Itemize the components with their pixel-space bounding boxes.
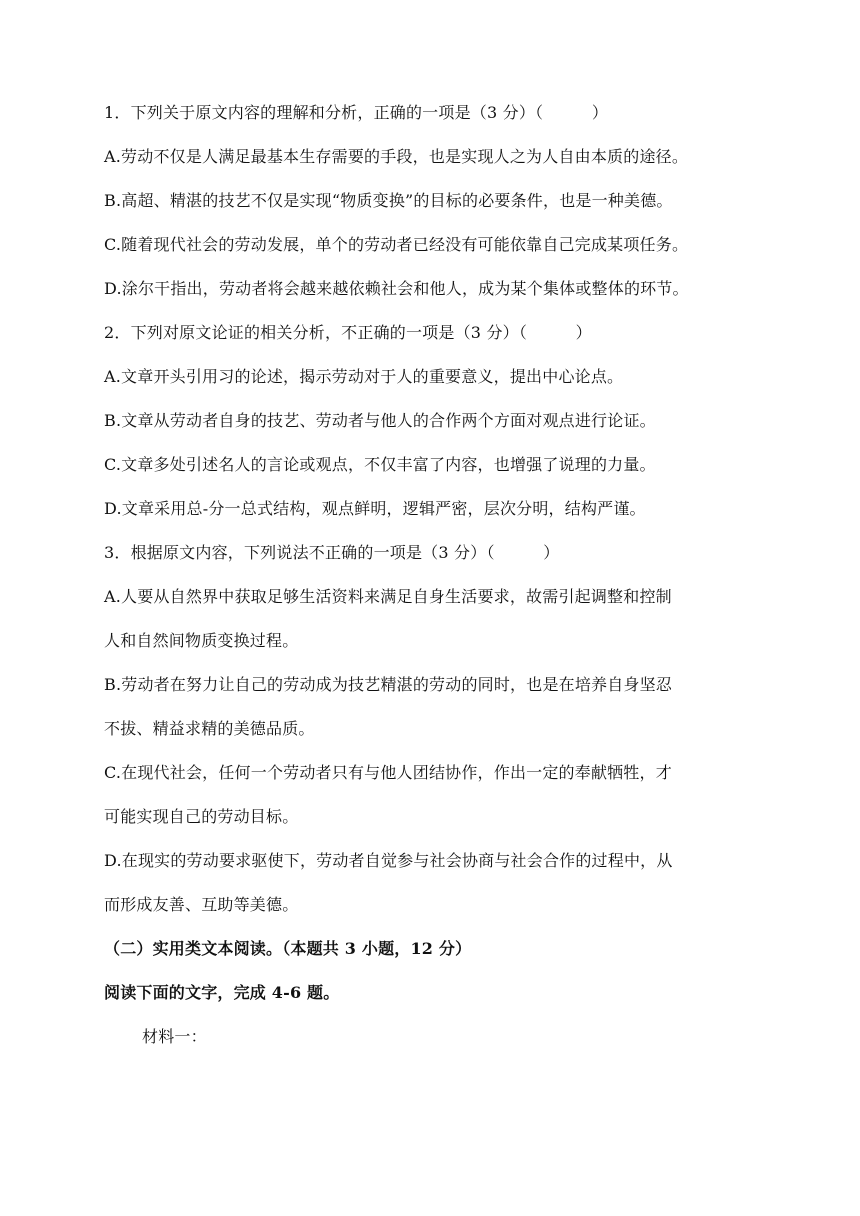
q2-option-c: C.文章多处引述名人的言论或观点，不仅丰富了内容，也增强了说理的力量。: [104, 455, 656, 474]
section-title: （二）实用类文本阅读。（本题共 3 小题，12 分）: [104, 939, 472, 958]
exam-page: [104, 103, 764, 1047]
q1-option-d: D.涂尔干指出，劳动者将会越来越依赖社会和他人，成为某个集体或整体的环节。: [104, 279, 689, 298]
q3-option-c-line2: 可能实现自己的劳动目标。: [104, 807, 299, 826]
q2-option-b: B.文章从劳动者自身的技艺、劳动者与他人的合作两个方面对观点进行论证。: [104, 411, 656, 430]
q3-option-b-line2: 不拔、精益求精的美德品质。: [104, 719, 315, 738]
q3-option-c-line1: C.在现代社会，任何一个劳动者只有与他人团结协作，作出一定的奉献牺牲，才: [104, 763, 672, 782]
q3-stem: 3．根据原文内容，下列说法不正确的一项是（3 分）（ ）: [104, 543, 560, 562]
q1-option-a: A.劳动不仅是人满足最基本生存需要的手段，也是实现人之为人自由本质的途径。: [104, 147, 689, 166]
q2-option-a: A.文章开头引用习的论述，揭示劳动对于人的重要意义，提出中心论点。: [104, 367, 624, 386]
q3-option-d-line2: 而形成友善、互助等美德。: [104, 895, 299, 914]
q1-stem: 1．下列关于原文内容的理解和分析，正确的一项是（3 分）（ ）: [104, 103, 609, 122]
q3-option-b-line1: B.劳动者在努力让自己的劳动成为技艺精湛的劳动的同时，也是在培养自身坚忍: [104, 675, 673, 694]
q3-option-a-line1: A.人要从自然界中获取足够生活资料来满足自身生活要求，故需引起调整和控制: [104, 587, 672, 606]
q1-option-b: B.高超、精湛的技艺不仅是实现“物质变换”的目标的必要条件，也是一种美德。: [104, 191, 673, 210]
section-instruction: 阅读下面的文字，完成 4-6 题。: [104, 983, 340, 1002]
q3-option-a-line2: 人和自然间物质变换过程。: [104, 631, 299, 650]
q1-option-c: C.随着现代社会的劳动发展，单个的劳动者已经没有可能依靠自己完成某项任务。: [104, 235, 689, 254]
q2-option-d: D.文章采用总-分一总式结构，观点鲜明，逻辑严密，层次分明，结构严谨。: [104, 499, 646, 518]
material-heading: 材料一：: [142, 1027, 207, 1046]
q2-stem: 2．下列对原文论证的相关分析，不正确的一项是（3 分）（ ）: [104, 323, 592, 342]
q3-option-d-line1: D.在现实的劳动要求驱使下，劳动者自觉参与社会协商与社会合作的过程中，从: [104, 851, 673, 870]
